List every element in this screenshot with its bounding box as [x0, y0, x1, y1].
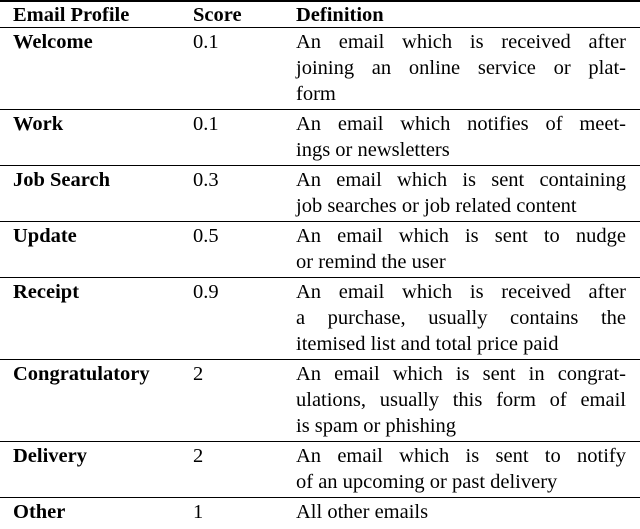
definition-cell [293, 166, 640, 222]
profile-cell: Other [13, 501, 66, 523]
definition-cell [293, 222, 640, 278]
definition-cell [293, 278, 640, 360]
definition-line: or remind the user [296, 251, 446, 273]
definition-line: An email which is sent containing [296, 169, 626, 191]
definition-line: joining an online service or plat- [296, 57, 626, 79]
definition-cell [293, 442, 640, 498]
definition-line: itemised list and total price paid [296, 333, 559, 355]
definition-line: a purchase, usually contains the [296, 307, 626, 329]
definition-line: ings or newsletters [296, 139, 450, 161]
definition-line: of an upcoming or past delivery [296, 471, 558, 493]
score-cell: 0.3 [193, 169, 219, 191]
score-cell: 0.1 [193, 113, 219, 135]
table-row-update [0, 222, 640, 278]
table-row-other [0, 498, 640, 528]
table-row-delivery [0, 442, 640, 498]
score-cell: 0.1 [193, 31, 219, 53]
definition-cell [293, 360, 640, 442]
definition-cell [293, 28, 640, 110]
definition-line: An email which is sent to nudge [296, 225, 626, 247]
definition-line: form [296, 83, 336, 105]
profile-cell: Delivery [13, 445, 87, 467]
table-row-congratulatory [0, 360, 640, 442]
profile-cell: Welcome [13, 31, 93, 53]
definition-line: job searches or job related content [296, 195, 577, 217]
table-row-receipt [0, 278, 640, 360]
header-email-profile: Email Profile [13, 4, 130, 26]
definition-line: An email which notifies of meet- [296, 113, 626, 135]
score-cell: 2 [193, 445, 204, 467]
score-cell: 2 [193, 363, 204, 385]
profile-cell: Congratulatory [13, 363, 150, 385]
score-cell: 0.5 [193, 225, 219, 247]
definition-line: An email which is sent to notify [296, 445, 626, 467]
score-cell: 0.9 [193, 281, 219, 303]
table-header [0, 1, 640, 28]
definition-line: All other emails [296, 501, 429, 523]
definition-cell [293, 498, 640, 528]
profile-cell: Work [13, 113, 64, 135]
definition-line: An email which is received after [296, 281, 626, 303]
profile-cell: Receipt [13, 281, 80, 303]
header-definition: Definition [296, 4, 384, 26]
table-row-job-search [0, 166, 640, 222]
table-row-welcome [0, 28, 640, 110]
header-score: Score [193, 4, 242, 26]
definition-line: An email which is received after [296, 31, 626, 53]
definition-cell [293, 110, 640, 166]
profile-cell: Update [13, 225, 77, 247]
definition-line: An email which is sent in congrat- [296, 363, 626, 385]
header-row [0, 1, 640, 28]
profile-cell: Job Search [13, 169, 111, 191]
table-body [0, 28, 640, 528]
score-cell: 1 [193, 501, 204, 523]
table-row-work [0, 110, 640, 166]
definition-line: is spam or phishing [296, 415, 457, 437]
definition-line: ulations, usually this form of email [296, 389, 626, 411]
